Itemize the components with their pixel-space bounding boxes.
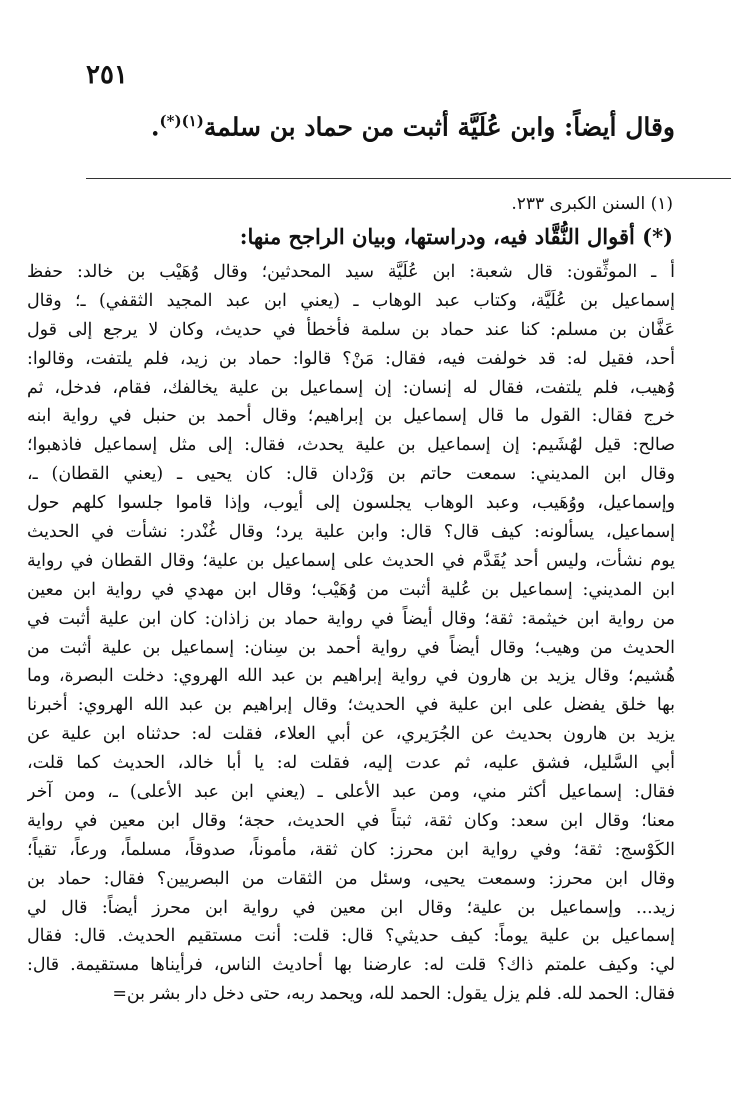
text-line: صالح: قيل لهُشَيم: إن إسماعيل بن علية يحدث، فقال: إلى مثل إسماعيل فاذهبوا؛ [27,435,675,456]
page-number: ٢٥١ [86,60,128,90]
footnote-1: (١) السنن الكبرى ٢٣٣. [511,194,673,214]
text-line: الكَوْسج: ثقة؛ وفي رواية ابن محرز: كان ثقة، مأموناً، صدوقاً، مسلماً، ورعاً، تقياً؛ [27,839,675,860]
text-line: وقال ابن محرز: وسمعت يحيى، وسئل من الثقات من البصريين؟ فقال: حماد بن [27,868,675,889]
text-line: إسماعيل بن علية يوماً: كيف حديثي؟ قال: قلت: أنت مستقيم الحديث. قال: فقال [27,926,675,947]
footnote-reference: (١)(*) [159,112,204,130]
text-line: عَفَّان بن مسلم: كنا عند حماد بن سلمة فأخطأ في حديث، وكان لا يرجع إلى قول [27,319,675,340]
text-line: بها خلق يفضل على ابن علية في الحديث؛ وقال إبراهيم بن عبد الله الهروي: أخبرنا [27,695,675,716]
text-line: أحد، فقيل له: قد خولفت فيه، فقال: مَنْ؟ قالوا: حماد بن زيد، فلم يلتفت، وقالوا: [27,348,675,369]
text-line: الحديث من وهيب؛ وقال أيضاً في رواية أحمد بن سِنان: إسماعيل بن علية أثبت من [27,637,675,658]
text-line: أ ـ الموثِّقون: قال شعبة: ابن عُلَيَّة سيد المحدثين؛ وقال وُهَيْب بن خالد: حفظ [27,262,675,282]
text-line: فقال: الحمد لله. فلم يزل يقول: الحمد لله، ويحمد ربه، حتى دخل دار بشر بن= [112,984,675,1005]
text-line: يوم نشأت، وليس أحد يُقَدَّم في الحديث على إسماعيل بن علية؛ وقال القطان في رواية [27,550,675,571]
text-line: فقال: إسماعيل أكثر مني، ومن عبد الأعلى ـ (يعني ابن عبد الأعلى) ـ، ومن آخر [27,782,675,803]
text-line: إسماعيل، يسألونه: كيف قال؟ قال: وابن علية يرد؛ وقال غُنْدر: نشأت في الحديث [27,522,675,543]
heading [75,112,675,141]
body-text [27,258,675,1009]
text-line: يزيد بن هارون بحديث عن الجُرَيري، عن أبي العلاء، فقلت له: حدثناه ابن علية عن [27,724,675,745]
text-line: وإسماعيل، ووُهَيب، وعبد الوهاب يجلسون إلى أيوب، وإذا قاموا جلسوا كلهم حول [27,493,675,514]
text-line: معنا؛ وقال ابن سعد: وكان ثقة، ثبتاً في الحديث، حجة؛ وقال ابن معين في رواية [27,810,675,831]
heading-text: وقال أيضاً: وابن عُلَيَّة أثبت من حماد بن سلمة [203,112,675,142]
text-line: هُشيم؛ وقال يزيد بن هارون في رواية إبراهيم بن عبد الله الهروي: دخلت البصرة، وما [27,666,675,687]
heading-end: . [150,112,160,142]
text-line: زيد... وإسماعيل بن علية؛ وقال ابن معين في رواية ابن محرز أيضاً: قال لي [27,897,675,918]
text-line: وقال ابن المديني: سمعت حاتم بن وَرْدان قال: كان يحيى ـ (يعني القطان) ـ، [27,464,675,485]
section-title: (*) أقوال النُّقَّاد فيه، ودراستها، وبيان الراجح منها: [239,224,673,249]
text-line: ابن المديني: إسماعيل بن عُلية أثبت من وُهَيْب؛ وقال ابن مهدي في رواية ابن معين [27,579,675,600]
text-line: خرج فقال: القول ما قال إسماعيل بن إبراهيم؛ وقال أحمد بن حنبل في رواية ابنه [27,406,675,427]
footnote-divider [86,178,731,179]
text-line: إسماعيل بن عُلَيَّة، وكتاب عبد الوهاب ـ (يعني ابن عبد المجيد الثقفي) ـ؛ وقال [27,290,675,311]
text-line: أبي السَّليل، فشق عليه، ثم عدت إليه، فقلت له: يا أبا خالد، الحديث كما قلت، [27,753,675,774]
text-line: من رواية ابن خيثمة: ثقة؛ وقال أيضاً في رواية حماد بن زاذان: كان ابن علية أثبت في [27,608,675,629]
text-line: لي: وكيف علمتم ذاك؟ قلت له: عارضنا بها أحاديث الناس، فرأيناها مستقيمة. قال: [27,955,675,976]
text-line: وُهيب، فلم يلتفت، فقال له إنسان: إن إسماعيل بن علية يخالفك، فقام، فدخل، ثم [27,377,675,398]
